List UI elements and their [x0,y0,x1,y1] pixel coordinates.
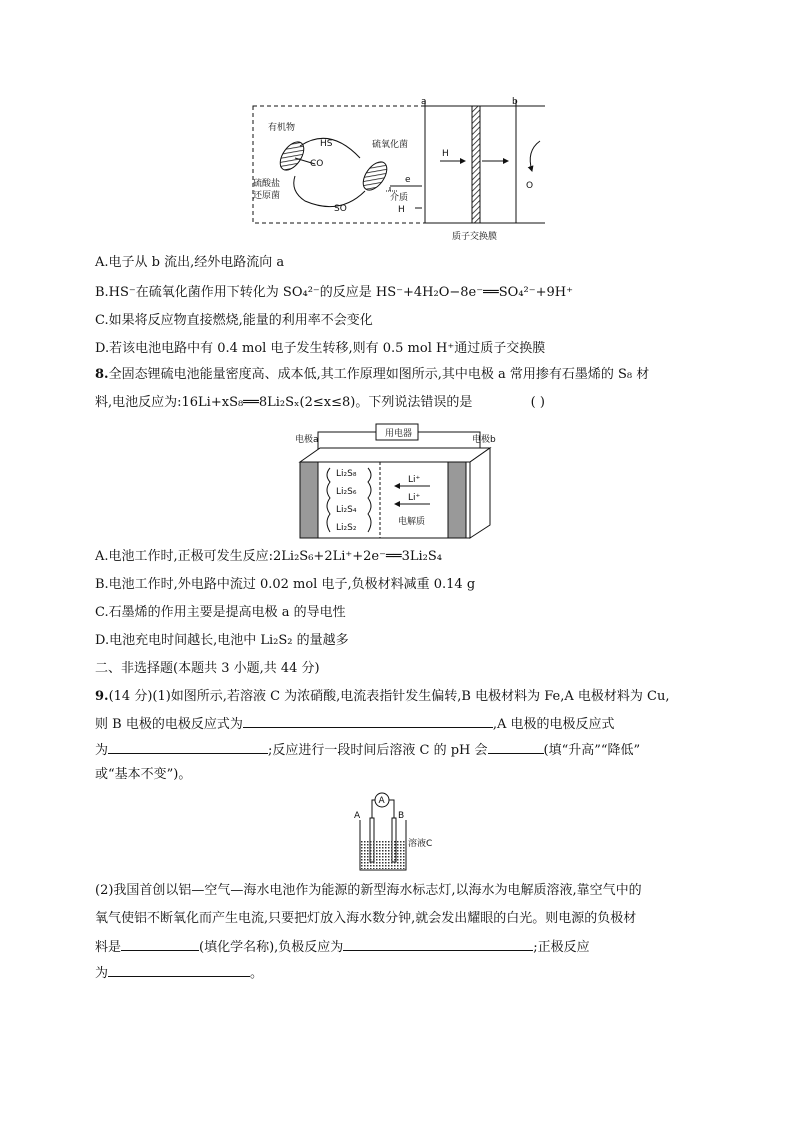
solution-label: 溶液C [408,839,433,849]
species-li2s4: Li₂S₄ [336,505,357,515]
q9-part2-line2: 氧气使铝不断氧化而产生电流,只要把灯放入海水数分钟,就会发出耀眼的白光。则电源的负极材 [95,911,637,926]
q9-line1: 9.(14 分)(1)如图所示,若溶液 C 为浓硝酸,电流表指针发生偏转,B 电极材料为 Fe,A 电极材料为 Cu, [95,689,670,704]
galvanic-cell-diagram [352,790,442,874]
species-li2s6: Li₂S₆ [336,487,357,497]
label-b: b [512,97,518,107]
label-membrane: 质子交换膜 [452,232,498,242]
label-o2: O [526,181,534,191]
fuel-cell-diagram [250,96,550,244]
label-sulfate1: 硫酸盐 [253,179,281,189]
label-co2: CO [310,159,324,169]
q7-option-c: C.如果将反应物直接燃烧,能量的利用率不会变化 [95,313,373,328]
li-s-battery-diagram [290,420,505,545]
q9-part2-line1: (2)我国首创以铝—空气—海水电池作为能源的新型海水标志灯,以海水为电解质溶液,靠空气中的 [95,883,642,898]
answer-blank-a-electrode[interactable] [108,740,268,754]
answer-blank-b-electrode[interactable] [243,714,493,728]
q7-option-b: B.HS⁻在硫氧化菌作用下转化为 SO₄²⁻的反应是 HS⁻+4H₂O−8e⁻══SO₄²⁻+9H⁺ [95,285,573,300]
answer-blank-positive-reaction[interactable] [108,963,250,977]
answer-blank-negative-reaction[interactable] [343,937,533,951]
label-li-ion-1: Li⁺ [408,475,421,485]
q8-stem-line1: 8.全固态锂硫电池能量密度高、成本低,其工作原理如图所示,其中电极 a 常用掺有石墨烯的 S₈ 材 [95,367,650,382]
q8-option-a: A.电池工作时,正极可发生反应:2Li₂S₆+2Li⁺+2e⁻══3Li₂S₄ [95,549,443,564]
q7-option-d: D.若该电池电路中有 0.4 mol 电子发生转移,则有 0.5 mol H⁺通过质子交换膜 [95,341,546,356]
answer-blank-ph[interactable] [488,740,544,754]
label-hplus-big: H [442,149,449,159]
label-electrode-b: 电极b [472,435,496,445]
q9-line2: 则 B 电极的电极反应式为 ,A 电极的电极反应式 [95,714,614,734]
label-li-ion-2: Li⁺ [408,493,421,503]
q9-line3: 为 ;反应进行一段时间后溶液 C 的 pH 会 (填“升高”“降低” [95,740,640,760]
label-eminus: e [405,175,411,185]
answer-paren: ( ) [530,395,545,410]
q9-part2-line3: 料是 (填化学名称),负极反应为 ;正极反应 [95,937,590,957]
answer-blank-negative-material[interactable] [121,937,199,951]
section-heading: 二、非选择题(本题共 3 小题,共 44 分) [95,661,320,676]
label-hplus: H [398,205,405,215]
label-so4: SO [334,204,347,214]
electrode-label-a: A [354,811,361,821]
label-load: 用电器 [385,429,413,439]
q8-option-c: C.石墨烯的作用主要是提高电极 a 的导电性 [95,605,346,620]
q8-option-d: D.电池充电时间越长,电池中 Li₂S₂ 的量越多 [95,633,349,648]
label-medium: 介质 [390,193,409,203]
q8-option-b: B.电池工作时,外电路中流过 0.02 mol 电子,负极材料减重 0.14 g [95,577,476,592]
electrode-label-b: B [398,811,405,821]
species-li2s2: Li₂S₂ [336,523,357,533]
label-organic: 有机物 [268,123,296,133]
label-electrolyte: 电解质 [398,517,426,527]
q9-line4: 或“基本不变”)。 [95,767,192,782]
ammeter-label: A [378,796,385,806]
q9-number: 9. [95,689,109,704]
q8-stem-line2: 料,电池反应为:16Li+xS₈══8Li₂Sₓ(2≤x≤8)。下列说法错误的是 ( ) [95,395,545,410]
label-sulfate2: 还原菌 [253,191,281,201]
label-sulfide-bacteria: 硫氧化菌 [372,140,409,150]
q8-number: 8. [95,367,109,382]
label-electrode-a: 电极a [295,435,319,445]
label-a: a [421,97,427,107]
species-li2s8: Li₂S₈ [336,469,357,479]
label-hs: HS [320,139,333,149]
q9-part2-line4: 为 。 [95,963,263,983]
q7-option-a: A.电子从 b 流出,经外电路流向 a [95,255,285,270]
